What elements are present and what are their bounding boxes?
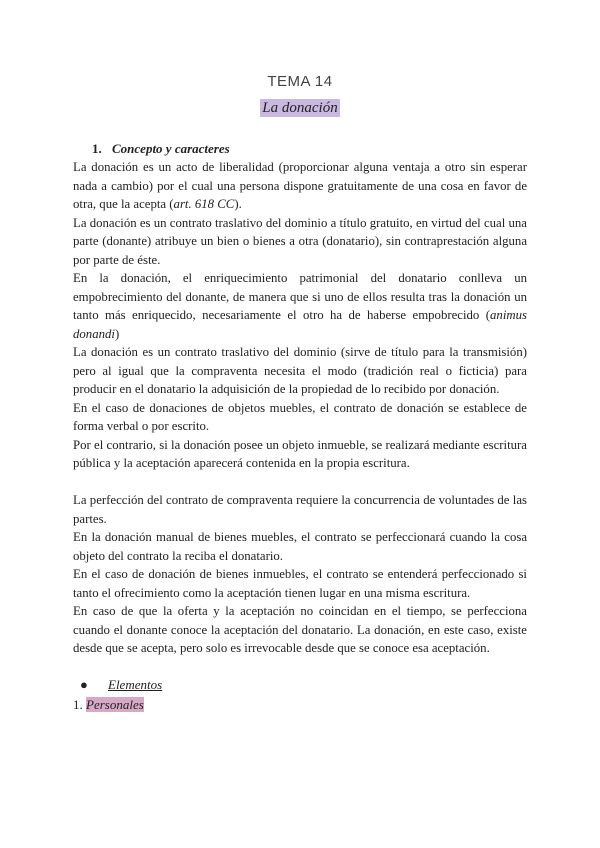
paragraph bbox=[73, 343, 527, 399]
numbered-item-personales bbox=[73, 696, 600, 715]
paragraph-text: La donación es un contrato traslativo del dominio (sirve de título para la transmisión) pero al igual que la compraventa necesita el modo (tradición real o ficticia) para producir en el donatario la adquisición de la propiedad de lo recibido por donación. bbox=[73, 345, 527, 396]
section-title: Concepto y caracteres bbox=[112, 141, 230, 156]
citation: art. 618 CC bbox=[173, 197, 235, 211]
paragraph bbox=[73, 158, 527, 214]
topic-number: TEMA 14 bbox=[267, 73, 333, 90]
paragraph bbox=[73, 269, 527, 343]
paragraph bbox=[73, 214, 527, 270]
paragraph: En la donación manual de bienes muebles, el contrato se perfeccionará cuando la cosa objeto del contrato la reciba el donatario. bbox=[73, 530, 527, 563]
item-label: Personales bbox=[86, 697, 144, 712]
paragraph-gap bbox=[73, 473, 527, 492]
paragraph-text: En el caso de donaciones de objetos muebles, el contrato de donación se establece de forma verbal o por escrito. bbox=[73, 400, 527, 433]
paragraph-text: ) bbox=[114, 326, 120, 341]
body-text bbox=[73, 158, 527, 658]
paragraph: En el caso de donación de bienes inmuebles, el contrato se entenderá perfeccionado si tanto el ofrecimiento como la aceptación tienen lugar en una misma escritura. bbox=[73, 567, 527, 600]
bullet-item-elementos bbox=[80, 676, 600, 695]
latin-term: animus donandi bbox=[73, 308, 527, 341]
paragraph-text: La donación es un contrato traslativo del dominio a título gratuito, en virtud del cual una parte (donante) atribuye un bien o bienes a otra (donatario), sin contraprestación alguna por parte de éste. bbox=[73, 215, 527, 267]
bullet-label: Elementos bbox=[108, 676, 163, 692]
bullet-icon: ● bbox=[80, 676, 88, 692]
title-text: La donación bbox=[262, 100, 338, 116]
paragraph: La perfección del contrato de compraventa requiere la concurrencia de voluntades de las partes. bbox=[73, 493, 527, 526]
paragraph bbox=[73, 399, 527, 436]
paragraph-text: En la donación, el enriquecimiento patrimonial del donatario conlleva un empobrecimiento del donante, de manera que si uno de ellos resulta tras la donación un tanto más enriquecido, necesariamente el otro ha de haberse empobrecido ( bbox=[73, 271, 527, 322]
item-number: 1. bbox=[73, 697, 83, 712]
paragraph-text: Por el contrario, si la donación posee un objeto inmueble, se realizará mediante escritura pública y la aceptación aparecerá contenida en la propia escritura. bbox=[73, 437, 527, 470]
document-title bbox=[0, 98, 600, 118]
paragraph: En caso de que la oferta y la aceptación no coincidan en el tiempo, se perfecciona cuando el donante conoce la aceptación del donatario. La donación, en este caso, existe desde que se acepta, pero solo es irrevocable desde que se conoce esa aceptación. bbox=[73, 604, 527, 655]
paragraph-text: ). bbox=[234, 197, 242, 211]
section-heading bbox=[92, 140, 600, 158]
paragraph-text: La donación es un acto de liberalidad (proporcionar alguna ventaja a otro sin esperar nada a cambio) por el cual una persona dispone gratuitamente de una cosa en favor de otra, que la acepta ( bbox=[73, 160, 527, 211]
paragraph bbox=[73, 436, 527, 473]
section-number: 1. bbox=[92, 141, 102, 156]
